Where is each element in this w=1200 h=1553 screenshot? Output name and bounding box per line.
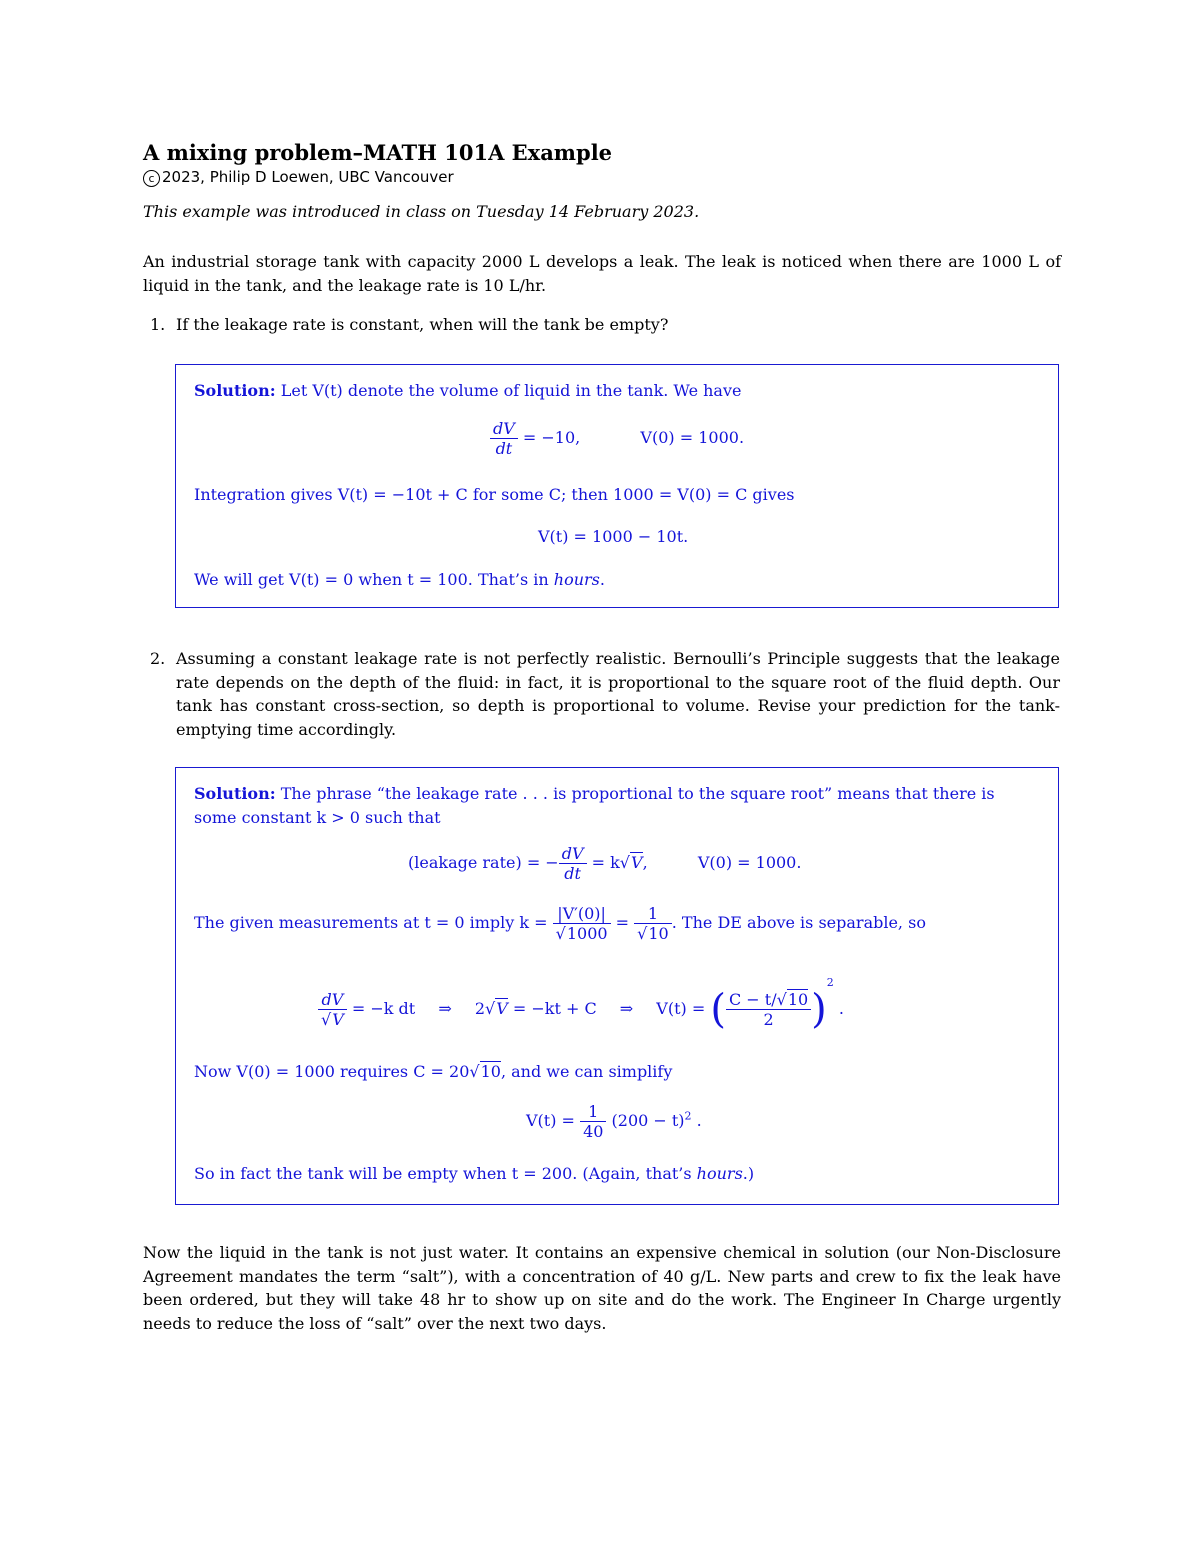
solution-2-k-fraction <box>553 904 611 943</box>
implies-arrow-1: ⇒ <box>438 999 452 1018</box>
solution-2-k-denominator: √1000 <box>553 923 611 943</box>
solution-box-1 <box>175 364 1059 608</box>
solution-2-eq2-a: = −k dt <box>351 999 416 1018</box>
solution-2-eq2-big-numerator-radicand: 10 <box>787 990 809 1009</box>
solution-1-hours: hours <box>553 570 600 589</box>
solution-1-line-1 <box>194 381 741 400</box>
intro-note: This example was introduced in class on Tuesday 14 February 2023. <box>143 202 700 221</box>
solution-2-k2-numerator: 1 <box>647 904 659 923</box>
solution-2-eq1-ic: V(0) = 1000. <box>697 853 802 872</box>
solution-2-line-3-end: . The DE above is separable, so <box>671 913 926 932</box>
solution-2-eq2-b: = −kt + C <box>512 999 597 1018</box>
question-2-text: Assuming a constant leakage rate is not perfectly realistic. Bernoulli’s Principle suggests that the leakage rate depends on the depth of the fluid: in fact, it is proportional to the square root of the fluid depth. Our tank has constant cross-section, so depth is proportional to volume. Revise your prediction for the tank-emptying time accordingly. <box>176 649 1060 739</box>
solution-2-eq2-fraction <box>318 990 347 1029</box>
solution-1-equation-2: V(t) = 1000 − 10t. <box>538 527 689 546</box>
solution-2-eq1-mid: = k <box>591 853 620 872</box>
solution-2-line-4-end: , and we can simplify <box>500 1062 673 1081</box>
solution-2-hours: hours <box>696 1164 743 1183</box>
left-paren: ( <box>710 986 726 1033</box>
solution-1-eq1-ic: V(0) = 1000. <box>640 428 745 447</box>
problem-setup: An industrial storage tank with capacity 2000 L develops a leak. The leak is noticed when there are 1000 L of liquid in the tank, and the leakage rate is 10 L/hr. <box>143 252 1061 295</box>
solution-1-line-3-text: We will get V(t) = 0 when t = 100. That’s in <box>194 570 554 589</box>
solution-1-eq1-rhs: = −10, <box>522 428 581 447</box>
solution-box-2 <box>175 767 1059 1205</box>
solution-2-eq3-end: . <box>696 1111 702 1130</box>
solution-1-label: Solution: <box>194 381 276 400</box>
solution-2-k2-denominator: √10 <box>634 923 672 943</box>
solution-2-eq1-radicand: V <box>631 853 643 872</box>
copyright-line <box>143 168 454 187</box>
solution-2-line-4-text: Now V(0) = 1000 requires C = 20 <box>194 1062 470 1081</box>
solution-2-eq3-numerator: 1 <box>588 1102 599 1121</box>
solution-2-eq2-end: . <box>838 999 844 1018</box>
solution-2-k-numerator: |V′(0)| <box>557 904 606 923</box>
solution-1-equation-1 <box>490 419 744 458</box>
right-paren: ) <box>811 986 827 1033</box>
solution-2-equation-1: (leakage rate) = − $\frac{dV}{dt}$ = k√V, V(0) = 1000. <box>408 844 802 883</box>
solution-1-eq1-denominator: dt <box>490 438 518 458</box>
page-title: A mixing problem–MATH 101A Example <box>143 140 613 165</box>
solution-2-eq2-c: V(t) = <box>656 999 706 1018</box>
solution-2-k-equals: = <box>615 913 630 932</box>
solution-2-eq1-lhs: (leakage rate) = − <box>408 853 559 872</box>
solution-2-eq3-rhs: (200 − t) <box>611 1111 685 1130</box>
solution-2-line-2: some constant k > 0 such that <box>194 808 441 827</box>
solution-1-line-3 <box>194 570 605 589</box>
solution-2-eq2-b-radicand: V <box>496 999 508 1018</box>
implies-arrow-2: ⇒ <box>619 999 634 1018</box>
solution-2-line-5 <box>194 1164 754 1183</box>
solution-2-eq2-big-fraction <box>726 990 811 1029</box>
solution-2-eq2-denominator: √V <box>318 1009 347 1029</box>
closing-paragraph: Now the liquid in the tank is not just water. It contains an expensive chemical in solution (our Non-Disclosure Agreement mandates the term “salt”), with a concentration of 40 g/L. New parts and crew to fix the leak have been ordered, but they will take 48 hr to show up on site and do the work. The Engineer In Charge urgently needs to reduce the loss of “salt” over the next two days. <box>143 1243 1061 1333</box>
question-2-number: 2. <box>150 649 166 668</box>
solution-1-line-1-text: Let V(t) denote the volume of liquid in the tank. We have <box>280 381 742 400</box>
solution-2-eq3-denominator: 40 <box>580 1121 606 1141</box>
solution-2-k-denominator-radicand: 1000 <box>566 924 608 943</box>
solution-2-line-5-text: So in fact the tank will be empty when t = 200. (Again, that’s <box>194 1164 697 1183</box>
solution-1-eq1-numerator: dV <box>493 419 515 438</box>
copyright-text: 2023, Philip D Loewen, UBC Vancouver <box>162 168 454 186</box>
solution-2-line-5-end: .) <box>742 1164 755 1183</box>
copyright-symbol: c <box>143 170 160 187</box>
solution-2-eq1-denominator: dt <box>559 863 587 883</box>
solution-2-eq1-numerator: dV <box>561 844 584 863</box>
solution-1-line-2: Integration gives V(t) = −10t + C for some C; then 1000 = V(0) = C gives <box>194 485 795 504</box>
solution-2-eq3-exponent: 2 <box>684 1109 692 1123</box>
solution-2-line-3-text: The given measurements at t = 0 imply k = <box>194 913 548 932</box>
solution-2-eq2-big-numerator-text: C − t/ <box>728 990 777 1009</box>
solution-2-eq2-numerator: dV <box>321 990 344 1009</box>
solution-2-label: Solution: <box>194 784 276 803</box>
solution-2-line-1 <box>194 784 995 803</box>
solution-1-eq1-fraction <box>490 419 518 458</box>
solution-2-eq3-fraction <box>580 1102 606 1141</box>
solution-2-line-4-radicand: 10 <box>480 1062 501 1081</box>
solution-2-eq2-big-numerator: C − t/√10 <box>728 990 809 1009</box>
solution-2-eq1-comma: , <box>642 853 648 872</box>
solution-2-eq2-big-denominator: 2 <box>726 1009 811 1029</box>
solution-2-line-3 <box>194 904 926 943</box>
solution-2-eq1-fraction <box>559 844 587 883</box>
solution-2-equation-2: $\frac{dV}{√V}$ = −k dt ⇒ 2√V = −kt + C ⇒ V(t) = ( $\frac{C - t/√10}{2}$ )$^2$ . <box>318 976 844 1030</box>
solution-2-line-1-text: The phrase “the leakage rate . . . is proportional to the square root” means that there is <box>280 784 995 803</box>
solution-2-eq2-exponent: 2 <box>826 976 834 989</box>
solution-2-line-4: Now V(0) = 1000 requires C = 20√10, and we can simplify <box>194 1062 673 1081</box>
solution-2-equation-3 <box>526 1102 702 1141</box>
solution-2-eq2-denominator-radicand: V <box>332 1010 344 1029</box>
question-1-number: 1. <box>150 315 166 334</box>
question-1-text: If the leakage rate is constant, when will the tank be empty? <box>176 315 669 334</box>
solution-1-line-3-end: . <box>599 570 605 589</box>
solution-2-eq3-lhs: V(t) = <box>526 1111 575 1130</box>
solution-2-k2-fraction <box>634 904 672 943</box>
solution-2-k2-denominator-radicand: 10 <box>648 924 669 943</box>
solution-2-eq2-b-coef: 2 <box>474 999 485 1018</box>
